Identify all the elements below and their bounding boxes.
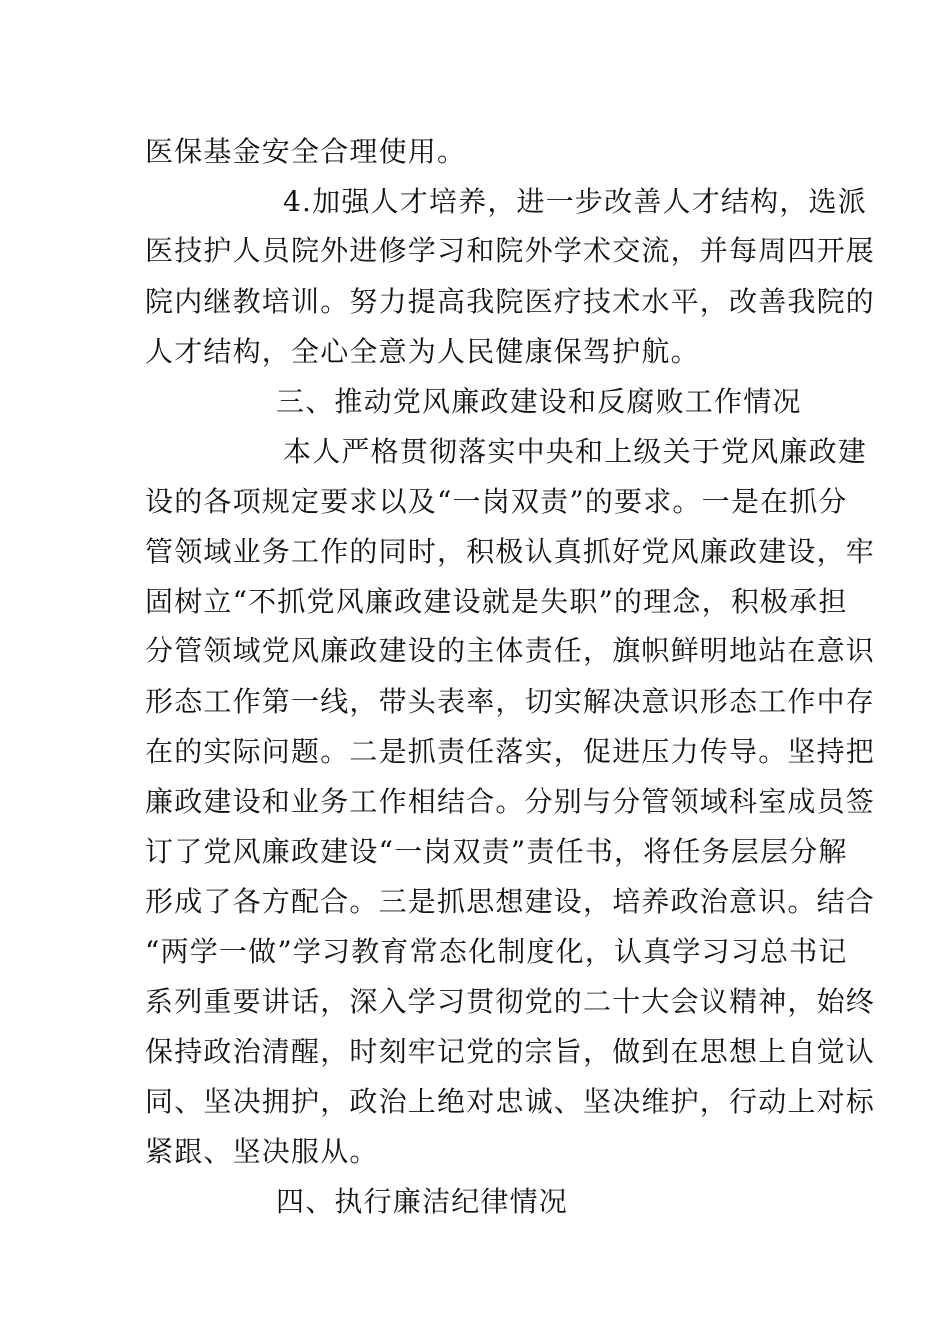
paragraph-line: 医保基金安全合理使用。: [145, 135, 467, 168]
paragraph-line: 在的实际问题。二是抓责任落实，促进压力传导。坚持把: [145, 735, 876, 768]
paragraph-line: 形态工作第一线，带头表率，切实解决意识形态工作中存: [145, 685, 876, 718]
paragraph-line: 院内继教培训。努力提高我院医疗技术水平，改善我院的: [145, 285, 876, 318]
paragraph-line: 本人严格贯彻落实中央和上级关于党风廉政建: [283, 435, 868, 468]
paragraph-line: 管领域业务工作的同时，积极认真抓好党风廉政建设，牢: [145, 535, 876, 568]
paragraph-line: 医技护人员院外进修学习和院外学术交流，并每周四开展: [145, 234, 876, 267]
section-heading: 三、推动党风廉政建设和反腐败工作情况: [276, 385, 802, 418]
paragraph-line: 形成了各方配合。三是抓思想建设，培养政治意识。结合: [145, 885, 876, 918]
paragraph-line: “两学一做”学习教育常态化制度化，认真学习习总书记: [145, 935, 848, 968]
paragraph-line: 保持政治清醒，时刻牢记党的宗旨，做到在思想上自觉认: [145, 1035, 876, 1068]
paragraph-line: 人才结构，全心全意为人民健康保驾护航。: [145, 335, 700, 368]
paragraph-line: 同、坚决拥护，政治上绝对忠诚、坚决维护，行动上对标: [145, 1085, 876, 1118]
paragraph-line: 廉政建设和业务工作相结合。分别与分管领域科室成员签: [145, 785, 876, 818]
paragraph-line: 分管领域党风廉政建设的主体责任，旗帜鲜明地站在意识: [145, 634, 876, 667]
paragraph-line: 设的各项规定要求以及“一岗双责”的要求。一是在抓分: [145, 485, 848, 518]
paragraph-line: 订了党风廉政建设“一岗双责”责任书，将任务层层分解: [145, 835, 848, 868]
section-heading: 四、执行廉洁纪律情况: [276, 1185, 569, 1218]
numbered-item-line: 4.加强人才培养，进一步改善人才结构，选派: [283, 185, 867, 218]
paragraph-line: 固树立“不抓党风廉政建设就是失职”的理念，积极承担: [145, 585, 848, 618]
paragraph-line: 系列重要讲话，深入学习贯彻党的二十大会议精神，始终: [145, 985, 876, 1018]
paragraph-line: 紧跟、坚决服从。: [145, 1135, 379, 1168]
